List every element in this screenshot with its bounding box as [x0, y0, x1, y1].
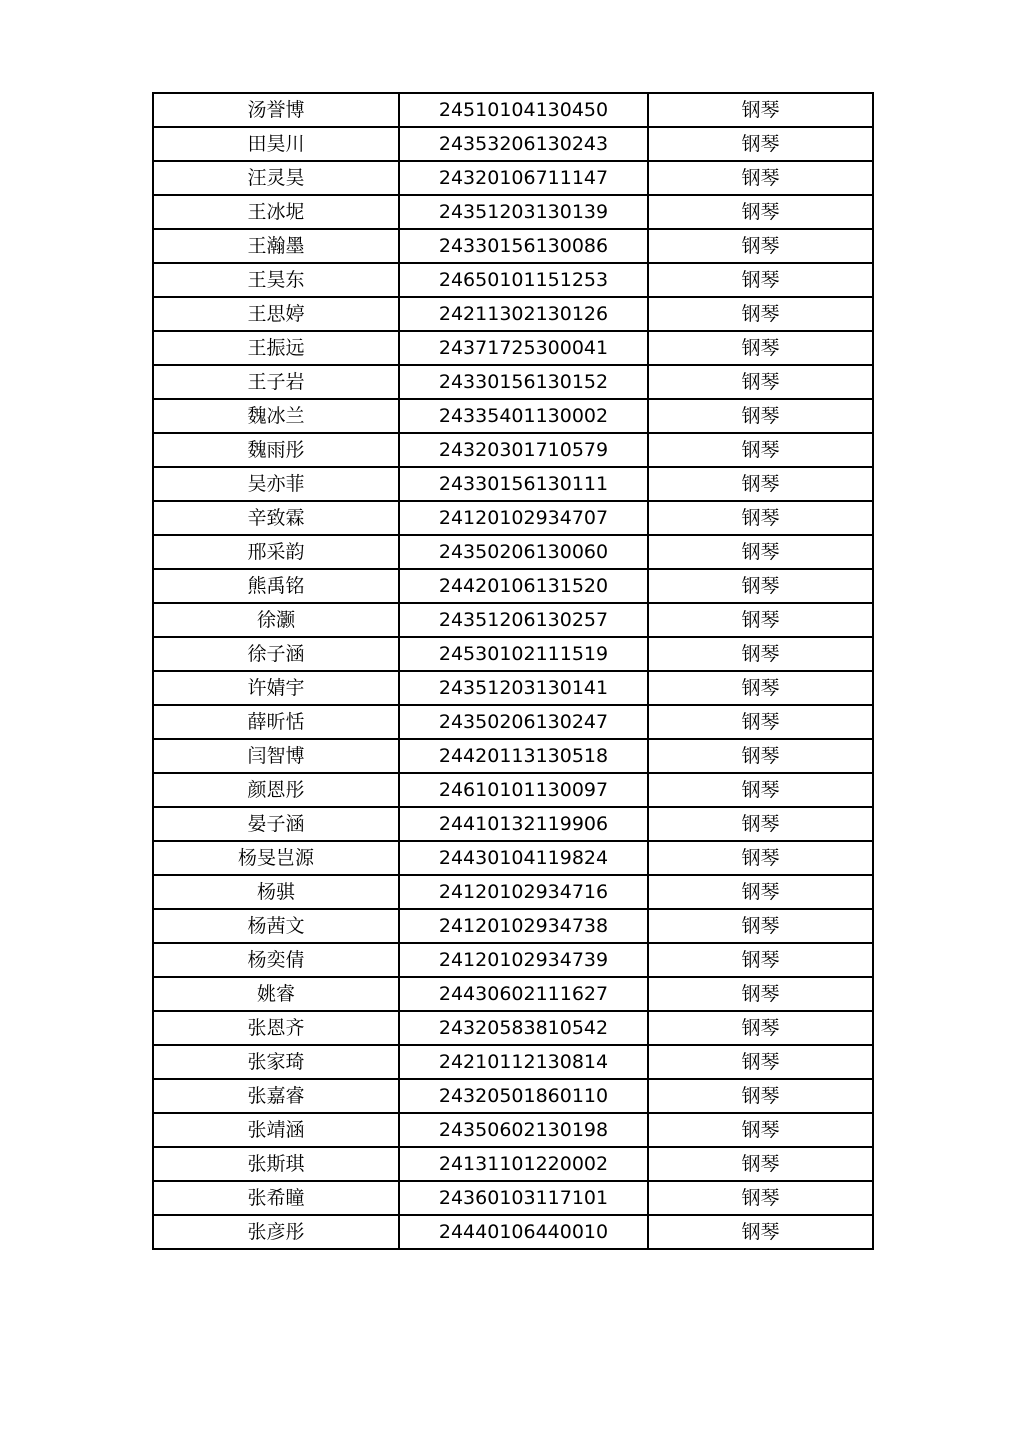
student-name-cell: 许婧宇: [153, 671, 399, 705]
student-name-cell: 杨骐: [153, 875, 399, 909]
table-row: [153, 705, 873, 739]
table-row: [153, 297, 873, 331]
table-row: [153, 1147, 873, 1181]
major-cell: 钢琴: [648, 501, 873, 535]
student-name-cell: 颜恩彤: [153, 773, 399, 807]
major-cell: 钢琴: [648, 671, 873, 705]
table-row: [153, 1079, 873, 1113]
table-row: [153, 807, 873, 841]
student-name-cell: 魏冰兰: [153, 399, 399, 433]
major-cell: 钢琴: [648, 1215, 873, 1249]
major-cell: 钢琴: [648, 977, 873, 1011]
table-row: [153, 977, 873, 1011]
student-name-cell: 张恩齐: [153, 1011, 399, 1045]
student-name-cell: 邢采韵: [153, 535, 399, 569]
exam-id-cell: 24430104119824: [399, 841, 648, 875]
table-row: [153, 1045, 873, 1079]
student-name-cell: 汤誉博: [153, 93, 399, 127]
table-row: [153, 399, 873, 433]
major-cell: 钢琴: [648, 229, 873, 263]
table-row: [153, 93, 873, 127]
table-row: [153, 1181, 873, 1215]
major-cell: 钢琴: [648, 1045, 873, 1079]
table-row: [153, 263, 873, 297]
table-row: [153, 739, 873, 773]
student-name-cell: 杨奕倩: [153, 943, 399, 977]
major-cell: 钢琴: [648, 365, 873, 399]
student-name-cell: 张彦彤: [153, 1215, 399, 1249]
student-name-cell: 张斯琪: [153, 1147, 399, 1181]
table-row: [153, 671, 873, 705]
exam-id-cell: 24210112130814: [399, 1045, 648, 1079]
student-name-cell: 王思婷: [153, 297, 399, 331]
table-row: [153, 569, 873, 603]
table-row: [153, 433, 873, 467]
major-cell: 钢琴: [648, 773, 873, 807]
table-row: [153, 161, 873, 195]
exam-id-cell: 24351206130257: [399, 603, 648, 637]
exam-id-cell: 24120102934739: [399, 943, 648, 977]
student-name-cell: 张嘉睿: [153, 1079, 399, 1113]
exam-id-cell: 24371725300041: [399, 331, 648, 365]
exam-id-cell: 24120102934716: [399, 875, 648, 909]
student-name-cell: 晏子涵: [153, 807, 399, 841]
student-name-cell: 王振远: [153, 331, 399, 365]
exam-id-cell: 24320501860110: [399, 1079, 648, 1113]
table-row: [153, 365, 873, 399]
student-name-cell: 熊禹铭: [153, 569, 399, 603]
exam-id-cell: 24211302130126: [399, 297, 648, 331]
roster-body: [153, 93, 873, 1249]
exam-id-cell: 24351203130139: [399, 195, 648, 229]
major-cell: 钢琴: [648, 399, 873, 433]
major-cell: 钢琴: [648, 807, 873, 841]
major-cell: 钢琴: [648, 875, 873, 909]
major-cell: 钢琴: [648, 433, 873, 467]
student-name-cell: 闫智博: [153, 739, 399, 773]
exam-id-cell: 24350206130247: [399, 705, 648, 739]
major-cell: 钢琴: [648, 1113, 873, 1147]
table-row: [153, 841, 873, 875]
exam-id-cell: 24360103117101: [399, 1181, 648, 1215]
major-cell: 钢琴: [648, 297, 873, 331]
roster-table: [152, 92, 874, 1250]
student-name-cell: 魏雨彤: [153, 433, 399, 467]
exam-id-cell: 24330156130086: [399, 229, 648, 263]
table-row: [153, 467, 873, 501]
table-row: [153, 195, 873, 229]
exam-id-cell: 24350602130198: [399, 1113, 648, 1147]
major-cell: 钢琴: [648, 569, 873, 603]
table-row: [153, 603, 873, 637]
student-name-cell: 王冰坭: [153, 195, 399, 229]
student-name-cell: 王昊东: [153, 263, 399, 297]
major-cell: 钢琴: [648, 127, 873, 161]
exam-id-cell: 24320106711147: [399, 161, 648, 195]
exam-id-cell: 24650101151253: [399, 263, 648, 297]
student-name-cell: 姚睿: [153, 977, 399, 1011]
major-cell: 钢琴: [648, 263, 873, 297]
student-name-cell: 张靖涵: [153, 1113, 399, 1147]
student-name-cell: 薛昕恬: [153, 705, 399, 739]
exam-id-cell: 24410132119906: [399, 807, 648, 841]
exam-id-cell: 24320301710579: [399, 433, 648, 467]
exam-id-cell: 24330156130111: [399, 467, 648, 501]
major-cell: 钢琴: [648, 1147, 873, 1181]
student-name-cell: 辛致霖: [153, 501, 399, 535]
student-name-cell: 张家琦: [153, 1045, 399, 1079]
student-name-cell: 徐子涵: [153, 637, 399, 671]
exam-id-cell: 24120102934707: [399, 501, 648, 535]
exam-id-cell: 24610101130097: [399, 773, 648, 807]
major-cell: 钢琴: [648, 841, 873, 875]
major-cell: 钢琴: [648, 467, 873, 501]
exam-id-cell: 24335401130002: [399, 399, 648, 433]
table-row: [153, 637, 873, 671]
major-cell: 钢琴: [648, 93, 873, 127]
student-name-cell: 杨旻岂源: [153, 841, 399, 875]
student-name-cell: 吴亦菲: [153, 467, 399, 501]
table-row: [153, 875, 873, 909]
table-row: [153, 773, 873, 807]
exam-id-cell: 24530102111519: [399, 637, 648, 671]
major-cell: 钢琴: [648, 1011, 873, 1045]
student-name-cell: 田昊川: [153, 127, 399, 161]
student-name-cell: 王瀚墨: [153, 229, 399, 263]
student-name-cell: 汪灵昊: [153, 161, 399, 195]
exam-id-cell: 24131101220002: [399, 1147, 648, 1181]
table-row: [153, 943, 873, 977]
exam-id-cell: 24351203130141: [399, 671, 648, 705]
major-cell: 钢琴: [648, 739, 873, 773]
major-cell: 钢琴: [648, 603, 873, 637]
student-name-cell: 徐灏: [153, 603, 399, 637]
table-row: [153, 1011, 873, 1045]
exam-id-cell: 24510104130450: [399, 93, 648, 127]
exam-id-cell: 24353206130243: [399, 127, 648, 161]
major-cell: 钢琴: [648, 535, 873, 569]
table-row: [153, 535, 873, 569]
major-cell: 钢琴: [648, 195, 873, 229]
major-cell: 钢琴: [648, 943, 873, 977]
major-cell: 钢琴: [648, 331, 873, 365]
exam-id-cell: 24420113130518: [399, 739, 648, 773]
student-name-cell: 王子岩: [153, 365, 399, 399]
exam-id-cell: 24350206130060: [399, 535, 648, 569]
table-row: [153, 501, 873, 535]
student-name-cell: 杨茜文: [153, 909, 399, 943]
exam-id-cell: 24120102934738: [399, 909, 648, 943]
major-cell: 钢琴: [648, 705, 873, 739]
major-cell: 钢琴: [648, 1079, 873, 1113]
exam-id-cell: 24330156130152: [399, 365, 648, 399]
major-cell: 钢琴: [648, 1181, 873, 1215]
exam-id-cell: 24430602111627: [399, 977, 648, 1011]
exam-id-cell: 24320583810542: [399, 1011, 648, 1045]
table-row: [153, 1113, 873, 1147]
exam-id-cell: 24440106440010: [399, 1215, 648, 1249]
table-row: [153, 127, 873, 161]
major-cell: 钢琴: [648, 909, 873, 943]
table-row: [153, 909, 873, 943]
table-row: [153, 331, 873, 365]
table-row: [153, 229, 873, 263]
exam-id-cell: 24420106131520: [399, 569, 648, 603]
major-cell: 钢琴: [648, 637, 873, 671]
student-name-cell: 张希瞳: [153, 1181, 399, 1215]
table-row: [153, 1215, 873, 1249]
major-cell: 钢琴: [648, 161, 873, 195]
